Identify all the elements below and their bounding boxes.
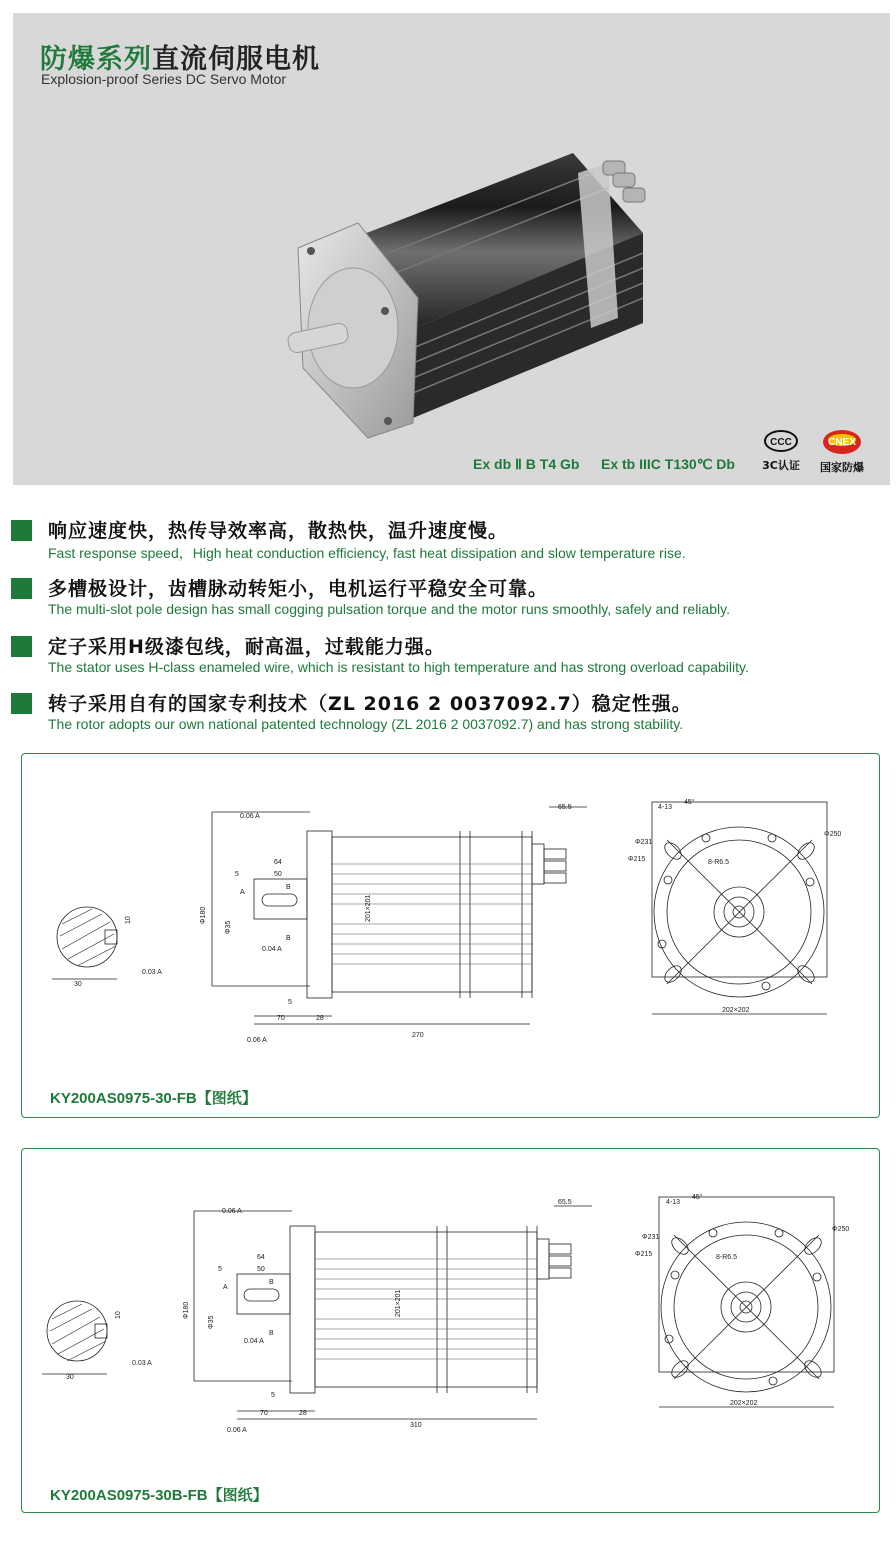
model-caption: KY200AS0975-30-FB【图纸】 [50, 1090, 257, 1107]
svg-text:Φ250: Φ250 [832, 1226, 850, 1233]
svg-text:0.06 A: 0.06 A [227, 1427, 247, 1434]
model-caption: KY200AS0975-30B-FB【图纸】 [50, 1487, 268, 1504]
svg-text:5: 5 [235, 871, 239, 878]
drawing-panel [21, 753, 880, 1118]
svg-text:28: 28 [316, 1015, 324, 1022]
page-title: 防爆系列直流伺服电机 [40, 44, 320, 75]
svg-text:45°: 45° [692, 1194, 703, 1201]
svg-text:201×201: 201×201 [365, 894, 372, 922]
svg-text:65.5: 65.5 [558, 1199, 572, 1206]
svg-text:B: B [286, 884, 291, 891]
cnex-logo-icon [822, 429, 862, 455]
svg-text:8-R6.5: 8-R6.5 [716, 1254, 738, 1261]
svg-text:201×201: 201×201 [395, 1289, 402, 1317]
svg-text:4-13: 4-13 [666, 1199, 681, 1206]
svg-text:Φ35: Φ35 [225, 920, 232, 934]
technical-drawing [22, 754, 879, 1074]
svg-text:0.03 A: 0.03 A [132, 1360, 152, 1367]
drawing-panel [21, 1148, 880, 1513]
svg-text:5: 5 [271, 1392, 275, 1399]
feature-item: 响应速度快，热传导效率高，散热快，温升速度慢。 Fast response speed，High heat conduction efficiency, fast heat dissipation and slow temperature rise. [0, 516, 896, 572]
motor-image [273, 133, 673, 453]
rating-ex-db: Ex db Ⅱ B T4 Gb [473, 456, 580, 472]
svg-text:270: 270 [412, 1032, 424, 1039]
svg-text:B: B [269, 1279, 274, 1286]
svg-text:70: 70 [277, 1015, 285, 1022]
svg-text:10: 10 [125, 916, 132, 924]
svg-text:CNEX: CNEX [828, 437, 856, 448]
svg-text:70: 70 [260, 1410, 268, 1417]
cert-3c: CCC 3C认证 [755, 429, 807, 473]
svg-text:45°: 45° [684, 799, 695, 806]
svg-text:202×202: 202×202 [730, 1400, 758, 1407]
svg-text:202×202: 202×202 [722, 1007, 750, 1014]
bullet-square-icon [11, 578, 32, 599]
svg-text:A: A [240, 889, 245, 896]
svg-text:CCC: CCC [770, 437, 792, 448]
svg-text:64: 64 [257, 1254, 265, 1261]
bullet-square-icon [11, 693, 32, 714]
svg-text:64: 64 [274, 859, 282, 866]
svg-text:30: 30 [66, 1374, 74, 1381]
ccc-logo-icon [763, 429, 799, 453]
svg-text:Φ215: Φ215 [635, 1251, 653, 1258]
svg-text:Φ231: Φ231 [635, 839, 653, 846]
svg-text:A: A [223, 1284, 228, 1291]
svg-text:10: 10 [115, 1311, 122, 1319]
svg-text:Φ180: Φ180 [183, 1301, 190, 1319]
hero-banner [13, 13, 890, 485]
svg-text:5: 5 [288, 999, 292, 1006]
page-subtitle: Explosion-proof Series DC Servo Motor [41, 71, 287, 87]
svg-text:0.06 A: 0.06 A [247, 1037, 267, 1044]
cert-cnex: CNEX 国家防爆 [816, 429, 868, 475]
svg-text:310: 310 [410, 1422, 422, 1429]
svg-text:Φ180: Φ180 [200, 906, 207, 924]
svg-text:5: 5 [218, 1266, 222, 1273]
feature-item: 多槽极设计，齿槽脉动转矩小，电机运行平稳安全可靠。 The multi-slot pole design has small cogging pulsation torque and the motor runs smoothly, safely and reliably. [0, 574, 896, 630]
svg-text:0.03 A: 0.03 A [142, 969, 162, 976]
svg-text:0.04 A: 0.04 A [244, 1338, 264, 1345]
svg-text:B: B [269, 1330, 274, 1337]
svg-text:30: 30 [74, 981, 82, 988]
bullet-square-icon [11, 636, 32, 657]
svg-text:0.06 A: 0.06 A [240, 813, 260, 820]
feature-item: 转子采用自有的国家专利技术（ZL 2016 2 0037092.7）稳定性强。 The rotor adopts our own national patented technology (ZL 2016 2 0037092.7) and has strong stability. [0, 689, 896, 745]
technical-drawing [22, 1149, 879, 1469]
svg-text:8-R6.5: 8-R6.5 [708, 859, 730, 866]
svg-text:B: B [286, 935, 291, 942]
svg-text:Φ231: Φ231 [642, 1234, 660, 1241]
svg-text:4-13: 4-13 [658, 804, 673, 811]
svg-text:Φ250: Φ250 [824, 831, 842, 838]
svg-text:50: 50 [257, 1266, 265, 1273]
feature-item: 定子采用H级漆包线，耐高温，过载能力强。 The stator uses H-class enameled wire, which is resistant to high temperature and has strong overload capability. [0, 632, 896, 688]
rating-ex-tb: Ex tb IIIC T130℃ Db [601, 456, 735, 472]
svg-text:50: 50 [274, 871, 282, 878]
svg-text:0.04 A: 0.04 A [262, 946, 282, 953]
svg-text:28: 28 [299, 1410, 307, 1417]
svg-text:65.5: 65.5 [558, 804, 572, 811]
svg-text:0.06 A: 0.06 A [222, 1208, 242, 1215]
svg-text:Φ35: Φ35 [208, 1315, 215, 1329]
svg-text:Φ215: Φ215 [628, 856, 646, 863]
bullet-square-icon [11, 520, 32, 541]
